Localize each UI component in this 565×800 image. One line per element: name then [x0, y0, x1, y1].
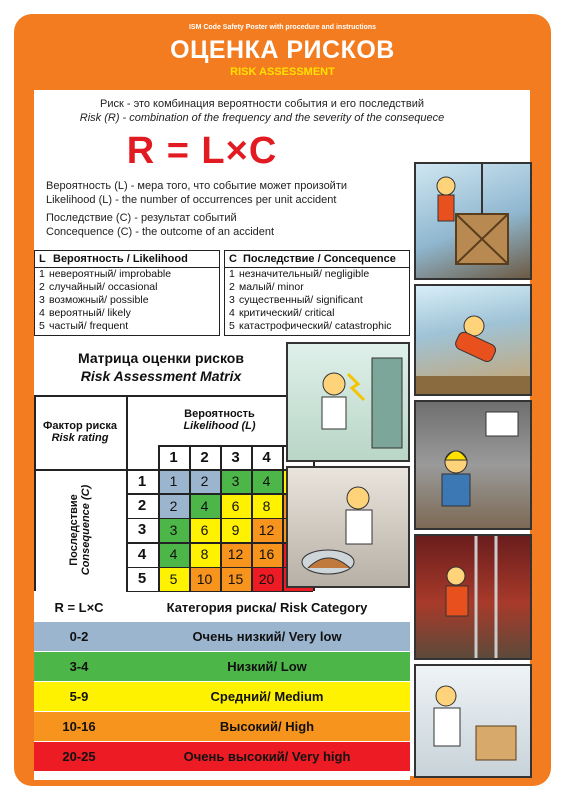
matrix-cell: 4	[189, 493, 220, 517]
category-label: Очень низкий/ Very low	[192, 629, 342, 644]
consequence-row-header: 4	[137, 545, 147, 563]
matrix-cell: 4	[251, 469, 282, 493]
consequence-definition-ru: Последствие (C) - результат событий	[46, 212, 237, 224]
category-range: 10-16	[62, 719, 96, 734]
matrix-cell: 15	[220, 567, 251, 591]
matrix-cell: 12	[251, 518, 282, 542]
illustration-slip-fall	[414, 284, 532, 396]
category-row	[34, 712, 410, 741]
poster-subtitle: RISK ASSESSMENT	[230, 66, 335, 78]
matrix-gridline	[34, 469, 313, 471]
matrix-cell: 6	[189, 518, 220, 542]
consequence-item: 4 критический/ critical	[229, 307, 335, 319]
category-label: Высокий/ High	[219, 719, 315, 734]
likelihood-item: 1 невероятный/ improbable	[39, 268, 172, 280]
matrix-cell: 3	[220, 469, 251, 493]
likelihood-item: 2 случайный/ occasional	[39, 281, 158, 293]
consequence-row-header: 3	[137, 521, 147, 539]
category-label: Низкий/ Low	[227, 659, 307, 674]
poster-caption: ISM Code Safety Poster with procedure and instructions	[188, 24, 377, 31]
matrix-cell: 5	[158, 567, 189, 591]
category-row	[34, 742, 410, 771]
matrix-cell: 4	[158, 542, 189, 566]
likelihood-item: 5 частый/ frequent	[39, 320, 129, 332]
likelihood-item: 4 вероятный/ likely	[39, 307, 131, 319]
category-header-title: Категория риска/ Risk Category	[166, 600, 368, 615]
matrix-cell: 2	[189, 469, 220, 493]
matrix-cell: 1	[158, 469, 189, 493]
matrix-gridline	[34, 395, 36, 591]
consequence-row-header: 2	[137, 497, 147, 515]
ladder-image	[416, 536, 532, 660]
illustration-lifting-box	[414, 664, 532, 778]
matrix-title-ru: Матрица оценки рисков	[78, 350, 244, 366]
matrix-cell: 9	[220, 518, 251, 542]
category-range: 0-2	[69, 629, 89, 644]
consequence-definition-en: Concequence (C) - the outcome of an accident	[46, 226, 275, 238]
matrix-gridline	[189, 445, 191, 591]
matrix-gridline	[158, 445, 160, 591]
likelihood-column-header: 4	[262, 448, 271, 466]
category-header-formula: R = L×C	[54, 600, 104, 615]
matrix-cell: 6	[220, 493, 251, 517]
category-label: Средний/ Medium	[210, 689, 324, 704]
likelihood-scale-title: L Вероятность / Likelihood	[35, 251, 219, 268]
risk-definition-en: Risk (R) - combination of the frequency and the severity of the consequece	[79, 112, 445, 124]
category-header	[34, 593, 410, 622]
matrix-cell: 20	[251, 567, 282, 591]
category-range: 5-9	[69, 689, 89, 704]
likelihood-scale-box	[34, 250, 220, 336]
matrix-cell: 3	[158, 518, 189, 542]
consequence-row-header: 1	[137, 472, 147, 490]
galley-spill-image	[288, 468, 410, 588]
matrix-cell: 8	[189, 542, 220, 566]
illustration-ladder	[414, 534, 532, 660]
matrix-cell: 2	[158, 493, 189, 517]
matrix-gridline	[34, 395, 313, 397]
likelihood-axis-header: Вероятность Likelihood (L)	[183, 408, 256, 432]
risk-definition-ru: Риск - это комбинация вероятности события и его последствий	[100, 98, 424, 110]
consequence-scale-box	[224, 250, 410, 336]
likelihood-definition-ru: Вероятность (L) - мера того, что событие может произойти	[46, 180, 348, 192]
matrix-gridline	[220, 445, 222, 591]
category-row	[34, 622, 410, 651]
matrix-cell: 8	[251, 493, 282, 517]
slip-fall-image	[416, 286, 532, 396]
consequence-axis-header: Последствие Consequence (C)	[68, 484, 92, 576]
category-label: Очень высокий/ Very high	[183, 749, 351, 764]
category-range: 3-4	[69, 659, 89, 674]
consequence-item: 5 катастрофический/ catastrophic	[229, 320, 392, 332]
likelihood-column-header: 2	[200, 448, 209, 466]
matrix-cell: 12	[220, 542, 251, 566]
category-range: 20-25	[62, 749, 96, 764]
risk-formula: R = L×C	[126, 130, 278, 172]
poster-title: ОЦЕНКА РИСКОВ	[170, 36, 395, 64]
lifting-box-image	[416, 666, 532, 778]
matrix-gridline	[126, 395, 128, 591]
likelihood-definition-en: Likelihood (L) - the number of occurrences per unit accident	[46, 194, 337, 206]
matrix-gridline	[282, 445, 284, 591]
crane-load-image	[416, 164, 532, 280]
illustration-electric-shock	[286, 342, 410, 462]
matrix-title-en: Risk Assessment Matrix	[80, 368, 242, 384]
illustration-galley-spill	[286, 466, 410, 588]
category-row	[34, 652, 410, 681]
consequence-row-header: 5	[137, 570, 147, 588]
consequence-item: 1 незначительный/ negligible	[229, 268, 370, 280]
likelihood-item: 3 возможный/ possible	[39, 294, 149, 306]
matrix-gridline	[251, 445, 253, 591]
consequence-item: 3 существенный/ significant	[229, 294, 363, 306]
no-helmet-image	[416, 402, 532, 530]
consequence-item: 2 малый/ minor	[229, 281, 304, 293]
category-row	[34, 682, 410, 711]
electric-shock-image	[288, 344, 410, 462]
likelihood-column-header: 1	[169, 448, 178, 466]
consequence-scale-title: C Последствие / Concequence	[225, 251, 409, 268]
illustration-no-helmet	[414, 400, 532, 530]
likelihood-column-header: 3	[231, 448, 240, 466]
matrix-cell: 10	[189, 567, 220, 591]
risk-rating-corner: Фактор риска Risk rating	[43, 420, 117, 444]
illustration-crane-load	[414, 162, 532, 280]
matrix-cell: 16	[251, 542, 282, 566]
